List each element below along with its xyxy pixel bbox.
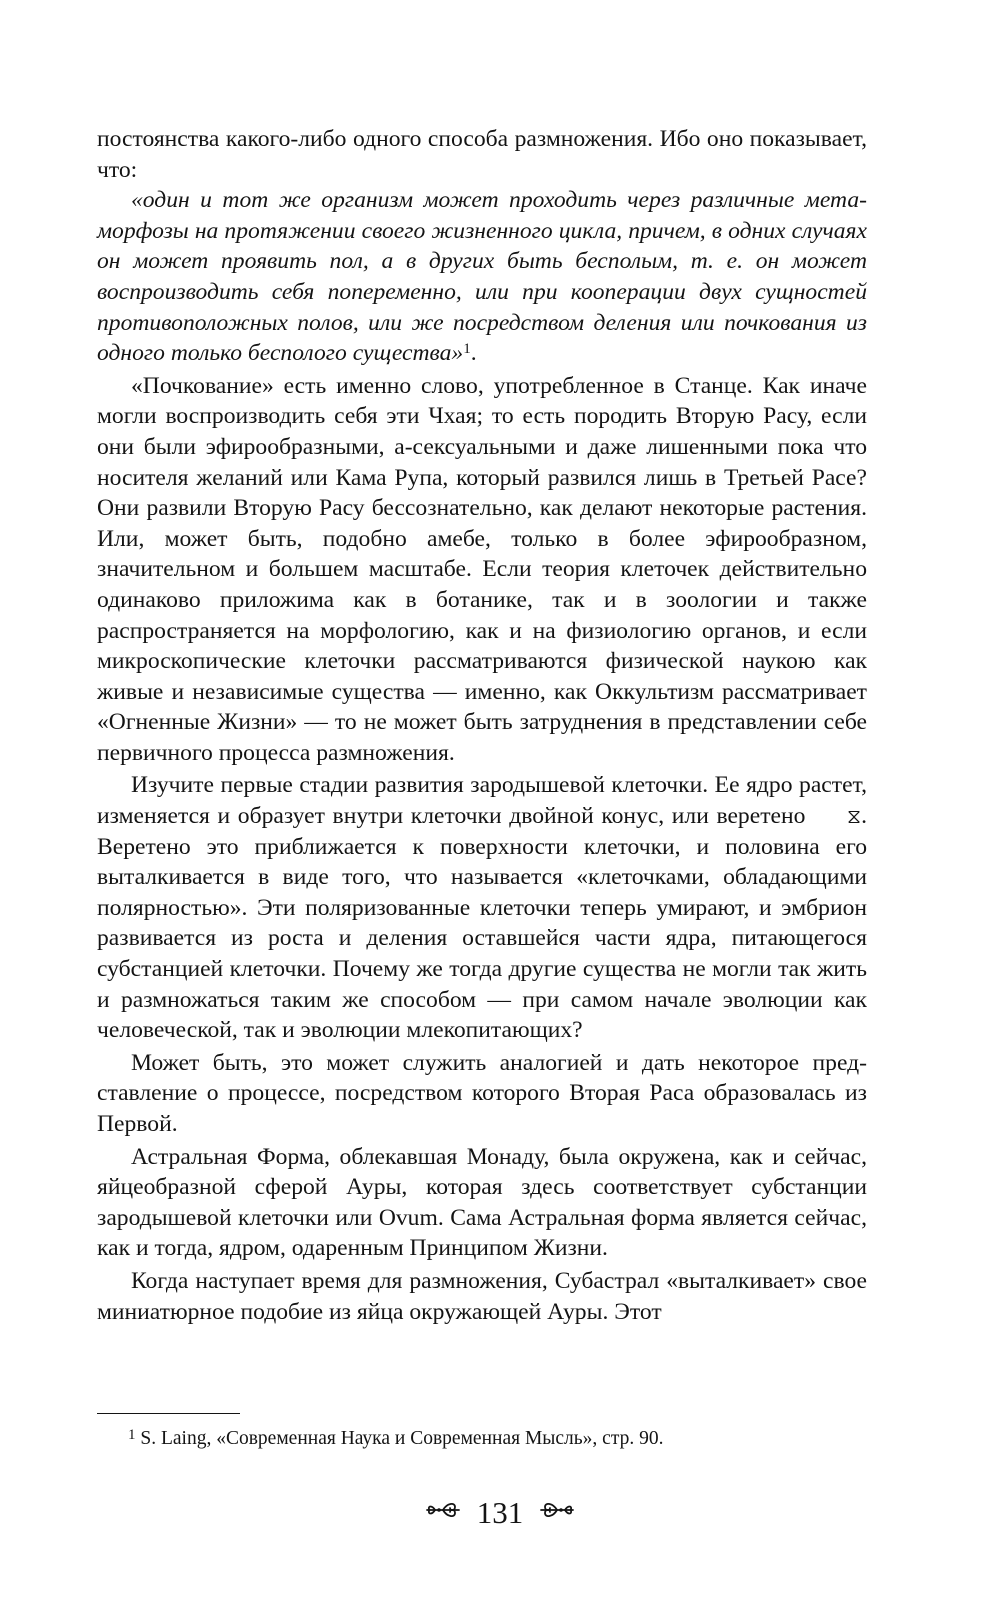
paragraph-study-part-a: Изучите первые стадии развития зародышевой клеточки. Ее ядро растет, изменяется и образует внутри клеточки двойной конус, или веретено	[97, 772, 867, 830]
paragraph-astral-form: Астральная Форма, облекавшая Монаду, была окружена, как и сейчас, яйцеобразной сферой Ауры, которая здесь соответствует субстанции зародышевой клеточки или Ovum. Сама Астральная форма является сейчас, как и тогда, ядром, одаренным Принципом Жизни.	[97, 1143, 867, 1262]
fleuron-left-dot	[437, 1508, 441, 1512]
fleuron-left-icon	[425, 1493, 461, 1533]
footnote-reference: 1	[463, 341, 471, 358]
fleuron-right-icon	[539, 1493, 575, 1533]
paragraph-analogy: Может быть, это может служить аналогией и дать некоторое представление о процессе, посредством которого Вторая Раса образовалась из Первой.	[97, 1049, 867, 1137]
quote-end: .	[470, 340, 477, 367]
footnote-mark: 1	[128, 1427, 136, 1443]
footnote	[128, 1426, 868, 1452]
fleuron-left-svg	[425, 1497, 461, 1523]
fleuron-right-svg	[539, 1497, 575, 1523]
paragraph-study-part-b: . Веретено это приближается к поверхности клеточки, и половина его выталкивается в виде того, что называется «клеточками, обладающими полярностью». Эти поляризованные клеточки теперь умирают, и эмбрион развивается из роста и деления оставшейся части ядра, питающегося субстанцией клеточки. Почему же тогда другие существа не могли так жить и размножаться таким же способом — при самом начале эволюции как человеческой, так и эволюции млекопитающих?	[97, 803, 867, 1044]
footnote-text: S. Laing, «Современная Наука и Современная Мысль», стр. 90.	[140, 1428, 664, 1449]
paragraph-budding: «Почкование» есть именно слово, употребленное в Станце. Как иначе могли воспроизводить себя эти Чхая; то есть породить Вторую Расу, если они были эфирообразными, а-сексуальными и даже лишенными пока что носителя желаний или Кама Рупа, который развился лишь в Третьей Расе? Они развили Вторую Расу бессознательно, как делают некоторые растения. Или, может быть, подобно амебе, только в более эфирообразном, значительном и большем масштабе. Если теория клеточек действительно одинаково приложима как в ботанике, так и в зоологии и также распространяется на морфологию, как и на физиологию органов, и если микроскопические клеточки рассматриваются физической наукою как живые и независимые существа — именно, как Оккультизм рассматривает «Огненные Жизни» — то не может быть затруднения в представлении себе первичного процесса размножения.	[97, 372, 867, 766]
fleuron-right-dot	[559, 1508, 563, 1512]
page-number: 131	[476, 1494, 524, 1530]
opening-fragment: постоянства какого-либо одного способа размножения. Ибо оно показывает, что:	[97, 126, 867, 183]
paragraph-study	[97, 770, 867, 1045]
paragraph-reproduction: Когда наступает время для размножения, Субастрал «выталкивает» свое миниатюрное подобие из яйца окружающей Ауры. Этот	[97, 1267, 867, 1325]
quote-text: «один и тот же организм может проходить через различные метаморфозы на протяжении своего жизненного цикла, причем, в одних случаях он может проявить пол, а в других быть бесполым, т. е. он может воспроизводить себя попеременно, или при кооперации двух сущностей противоположных полов, или же посредством деления или почкования из одного только бесполого существа»	[97, 187, 867, 367]
page-footer	[0, 1490, 1000, 1533]
spindle-symbol-icon: ⧖	[847, 806, 862, 829]
main-text	[97, 122, 867, 1327]
footnote-divider	[97, 1413, 240, 1414]
block-quote	[97, 185, 867, 369]
